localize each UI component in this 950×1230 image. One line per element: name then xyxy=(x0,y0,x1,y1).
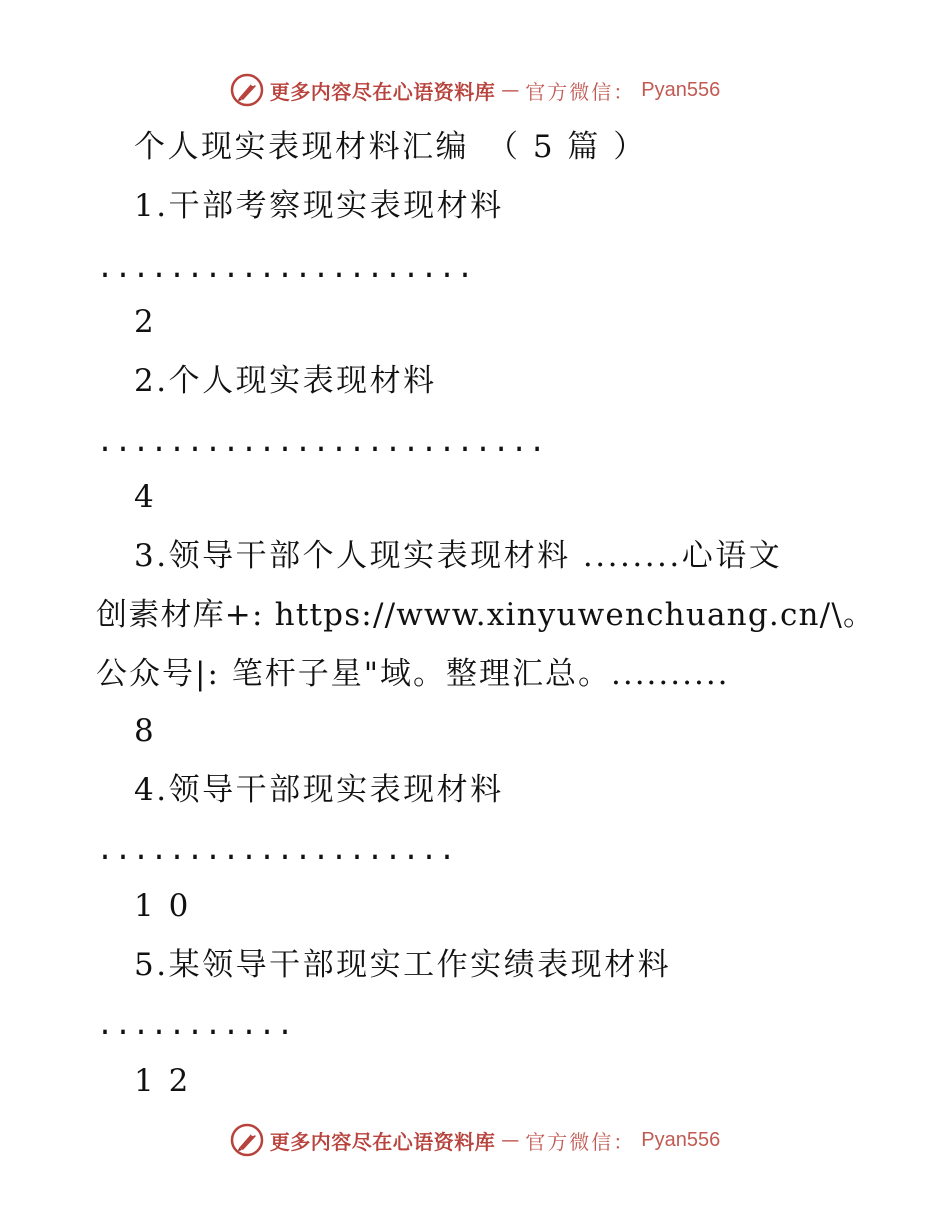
pen-logo-icon xyxy=(230,1123,264,1157)
toc-entry-4-title: 4.领导干部现实表现材料 xyxy=(134,772,504,808)
watermark-main-text: 更多内容尽在心语资料库 xyxy=(269,79,496,104)
toc-entry-1-page: 2 xyxy=(134,304,157,340)
watermark-main-text: 更多内容尽在心语资料库 xyxy=(269,1129,496,1154)
document-title: 个人现实表现材料汇编 （ 5 篇 ） xyxy=(134,129,647,165)
toc-entry-4-page: 1 0 xyxy=(134,888,191,924)
toc-entry-2-title: 2.个人现实表现材料 xyxy=(134,363,437,399)
toc-entry-1-title: 1.干部考察现实表现材料 xyxy=(134,188,504,224)
footer-watermark xyxy=(0,1120,950,1160)
toc-entry-3-title-line1: 3.领导干部个人现实表现材料 ........心语文 xyxy=(134,538,783,574)
watermark-wechat-label: 官方微信： xyxy=(525,79,636,104)
header-watermark xyxy=(0,70,950,110)
toc-entry-3-title-line2: 创素材库+: https://www.xinyuwenchuang.cn/\。 xyxy=(96,597,876,633)
toc-entry-4-leader: .................... xyxy=(96,835,457,869)
pen-logo-icon xyxy=(230,73,264,107)
watermark-dash: — xyxy=(501,79,520,101)
toc-entry-5-leader: ........... xyxy=(96,1010,295,1044)
watermark-wechat-id: Pyan556 xyxy=(641,78,721,101)
toc-entry-1-leader: ..................... xyxy=(96,253,475,287)
toc-entry-5-page: 1 2 xyxy=(134,1063,191,1099)
watermark-wechat-label: 官方微信： xyxy=(525,1129,636,1154)
toc-entry-2-page: 4 xyxy=(134,479,157,515)
toc-entry-3-page: 8 xyxy=(134,713,157,749)
toc-entry-5-title: 5.某领导干部现实工作实绩表现材料 xyxy=(134,947,672,983)
watermark-wechat-id: Pyan556 xyxy=(641,1128,721,1151)
toc-entry-2-leader: ......................... xyxy=(96,427,547,461)
watermark-dash: — xyxy=(501,1129,520,1151)
toc-entry-3-title-line3: 公众号|: 笔杆子星"域。整理汇总。.......... xyxy=(96,656,730,692)
